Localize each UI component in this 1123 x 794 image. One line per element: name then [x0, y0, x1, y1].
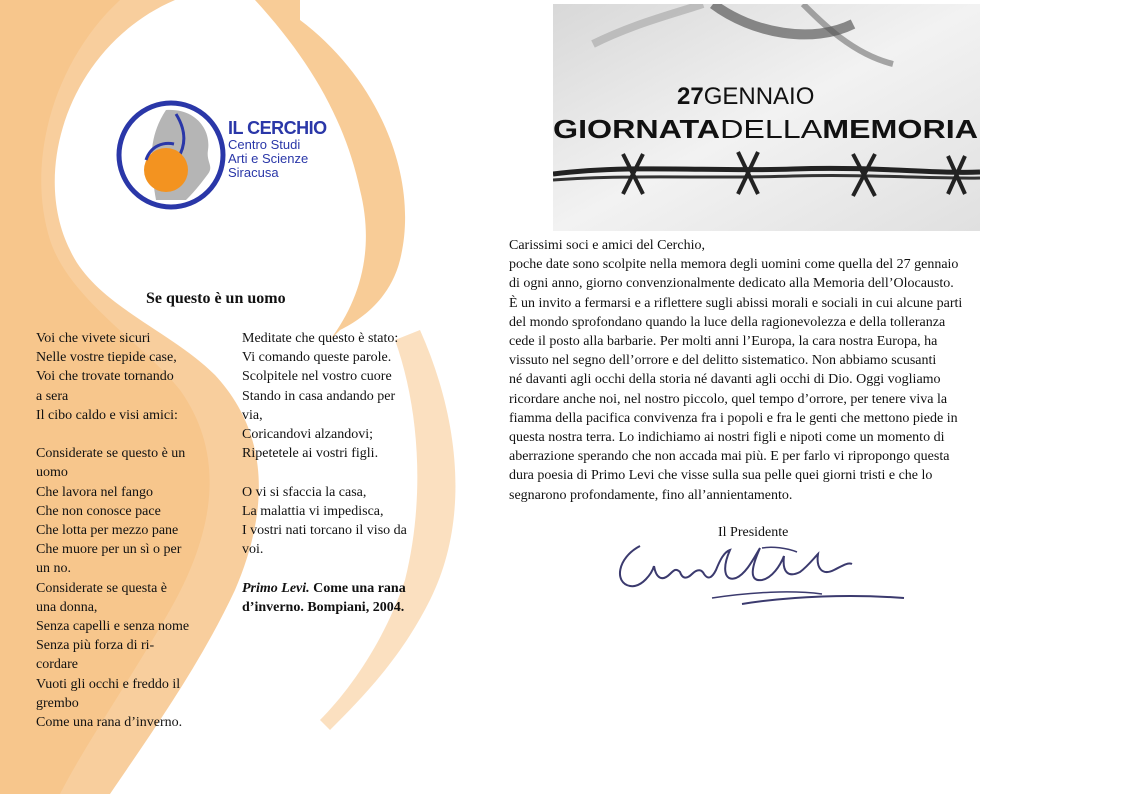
- poem-line: Meditate che questo è stato:: [242, 331, 399, 346]
- poem-line: Che lavora nel fango: [36, 484, 154, 500]
- poem-line: Che muore per un sì o per: [36, 542, 182, 558]
- svg-text:27GENNAIO: [677, 83, 814, 110]
- poem-line: grembo: [36, 695, 79, 711]
- poem-line: Ripetetele ai vostri figli.: [242, 446, 379, 462]
- letter-line: aberrazione sperando che non accada mai più. E per farlo vi ripropongo questa: [509, 449, 950, 465]
- poem-line: O vi si sfaccia la casa,: [242, 484, 367, 500]
- letter-line: questa nostra terra. Lo indichiamo ai nostri figli e nipoti come un momento di: [509, 430, 945, 446]
- poem-line: via,: [242, 407, 263, 423]
- signature: [612, 538, 912, 618]
- logo-title: IL CERCHIO: [228, 118, 327, 138]
- banner-date-month: GENNAIO: [703, 83, 815, 110]
- poem-line: Nelle vostre tiepide case,: [36, 350, 177, 366]
- letter-line: cede il posto alla barbarie. Per molti anni l’Europa, la cara nostra Europa, ha: [509, 334, 938, 350]
- svg-text:GIORNATADELLAMEMORIA: [553, 114, 978, 144]
- letter-line: vissuto nel segno dell’orrore e del delitto sistematico. Non abbiamo scusanti: [509, 353, 937, 369]
- poem-line: Il cibo caldo e visi amici:: [36, 407, 178, 423]
- poem-line: Che lotta per mezzo pane: [36, 523, 179, 539]
- poem-credit-publisher: d’inverno. Bompiani, 2004.: [242, 599, 405, 615]
- letter-line: Carissimi soci e amici del Cerchio,: [509, 238, 705, 253]
- banner-memoria: MEMORIA: [822, 114, 948, 144]
- poem-credit-title: Come una rana: [309, 580, 406, 596]
- letter-line: del mondo sprofondano quando la luce della ragionevolezza e della tolleranza: [509, 314, 946, 330]
- poem-column-2: [242, 329, 442, 617]
- poem-line: una donna,: [36, 599, 98, 615]
- logo-subtitle-3: Siracusa: [228, 165, 279, 180]
- poem-line: Vuoti gli occhi e freddo il: [36, 676, 181, 692]
- banner-giornata: GIORNATA: [553, 114, 688, 144]
- closing-president: Il Presidente: [718, 525, 789, 540]
- poem-line: Considerate se questo è un: [36, 446, 186, 462]
- poem-line: Scolpitele nel vostro cuore: [242, 369, 392, 385]
- logo-text: [228, 118, 327, 180]
- poem-line: La malattia vi impedisca,: [242, 503, 384, 519]
- letter-line: dura poesia di Primo Levi che visse sulla sua pelle quei giorni tristi e che lo: [509, 468, 933, 484]
- letter-line: segnarono profondamente, fino all’annientamento.: [509, 487, 793, 503]
- letter-line: È un invito a fermarsi e a riflettere sugli abissi morali e sociali in cui alcune parti: [509, 295, 963, 311]
- poem-line: Stando in casa andando per: [242, 388, 396, 404]
- poem-line: Vi comando queste parole.: [242, 350, 392, 366]
- poem-line: I vostri nati torcano il viso da: [242, 523, 407, 539]
- logo-subtitle-2: Arti e Scienze: [228, 151, 309, 166]
- poem-line: voi.: [242, 542, 264, 558]
- letter-line: ricordare anche noi, nel nostro piccolo, quel tempo d’orrore, per tenere viva la: [509, 391, 948, 407]
- poem-line: un no.: [36, 561, 71, 577]
- letter-line: poche date sono scolpite nella memora degli uomini come quella del 27 gennaio: [509, 257, 959, 273]
- poem-line: a sera: [36, 388, 69, 404]
- letter-line: né davanti agli occhi della storia né davanti agli occhi di Dio. Oggi vogliamo: [509, 372, 941, 388]
- banner-della: DELLA: [720, 114, 803, 144]
- poem-line: Che non conosce pace: [36, 503, 161, 519]
- poem-line: Coricandovi alzandovi;: [242, 427, 374, 443]
- poem-column-1: [36, 329, 211, 732]
- poem-line: [36, 425, 211, 444]
- poem-line: Voi che trovate tornando: [36, 369, 174, 385]
- giornata-memoria-banner: [553, 4, 980, 231]
- letter-line: di ogni anno, giorno convenzionalmente dedicato alla Memoria dell’Olocausto.: [509, 276, 954, 292]
- poem-line: Senza più forza di ri-: [36, 638, 155, 654]
- banner-date-number: 27: [677, 83, 704, 110]
- poem-title: Se questo è un uomo: [146, 290, 286, 307]
- letter-line: fiamma della pacifica convivenza fra i popoli e fra le genti che mettono piede in: [509, 410, 958, 426]
- poem-line: cordare: [36, 657, 78, 673]
- poem-line: Senza capelli e senza nome: [36, 619, 190, 635]
- poem-line: Considerate se questa è: [36, 580, 168, 596]
- logo-subtitle-1: Centro Studi: [228, 137, 301, 152]
- letter-body: [509, 236, 1012, 505]
- poem-line: Come una rana d’inverno.: [36, 715, 183, 731]
- poem-line: Voi che vivete sicuri: [36, 331, 151, 346]
- poem-credit-author: Primo Levi.: [242, 580, 310, 596]
- poem-line: [242, 463, 442, 482]
- poem-line: uomo: [36, 465, 68, 481]
- poem-credit: [242, 579, 442, 617]
